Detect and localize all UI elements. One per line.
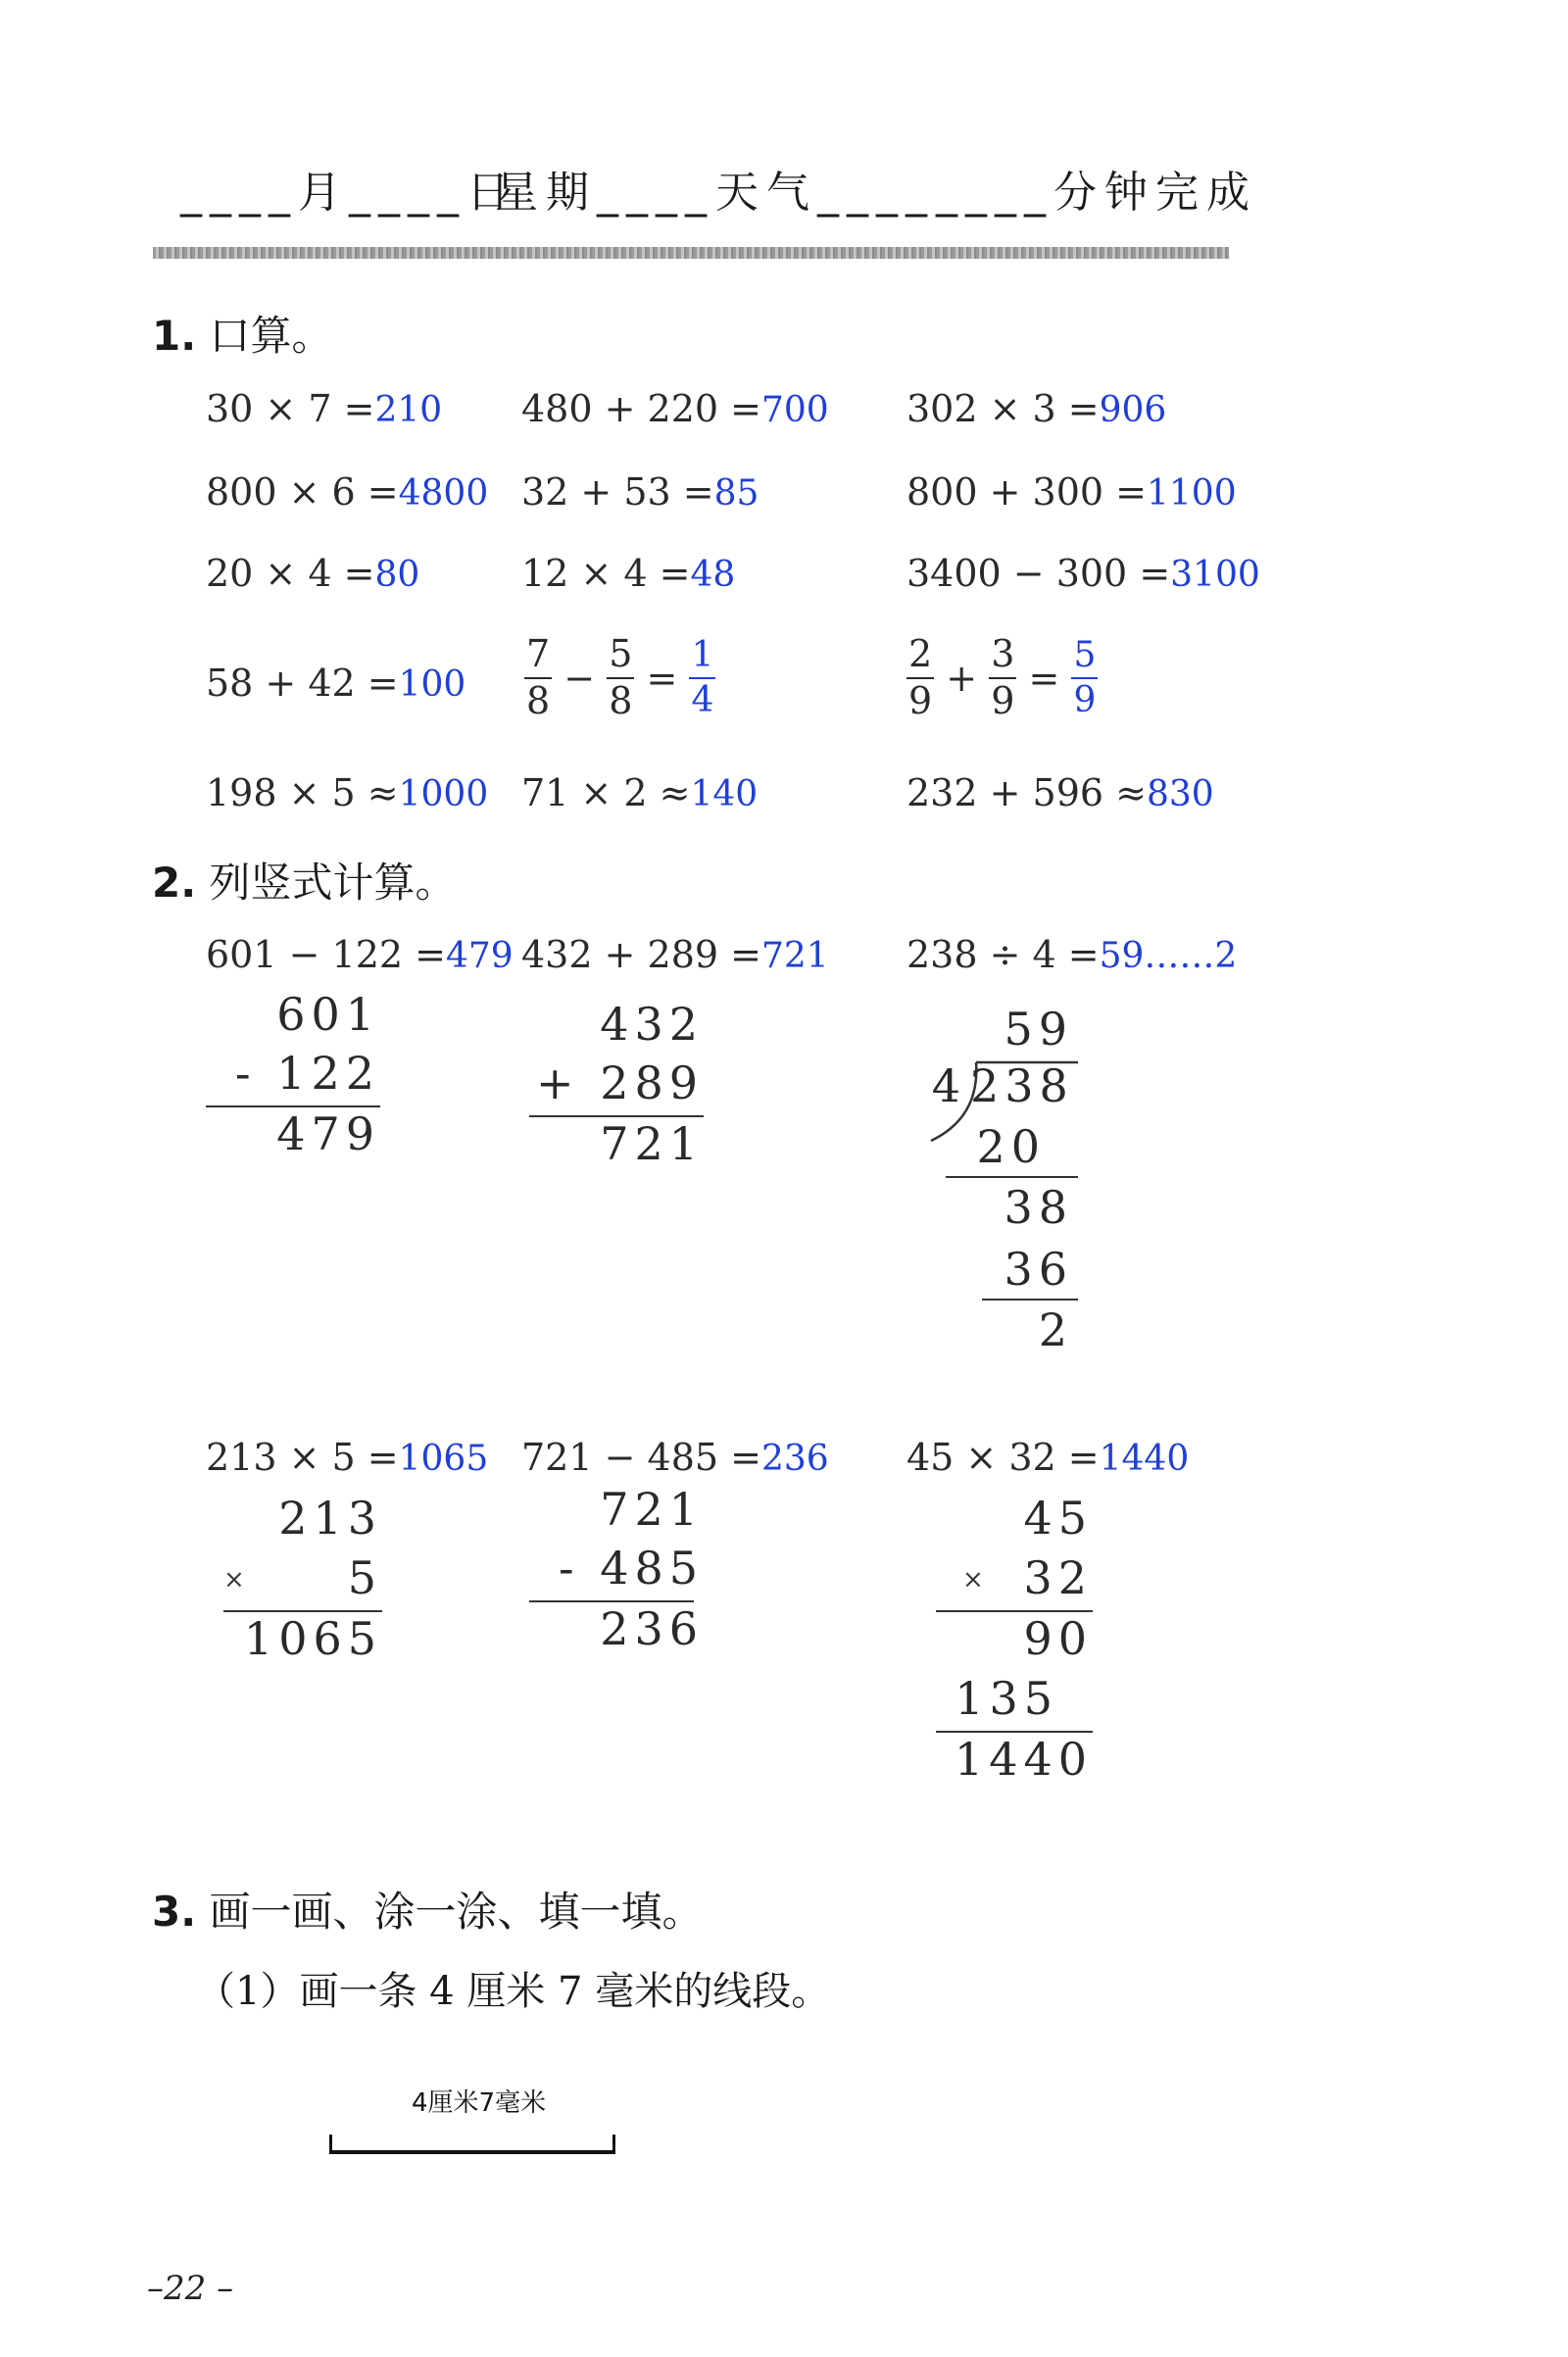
vertical-result: 1065 [243,1612,382,1665]
oral-item: 20 × 4 =80 [206,552,420,595]
vertical-line: 721 [600,1483,704,1536]
line-segment [329,2135,615,2154]
section1-heading: 1. 口算。 [152,312,333,360]
vertical-line: + 289 [536,1056,704,1109]
vertical-result: 236 [600,1602,704,1655]
multiply-sign: × [223,1565,245,1595]
weekday-field: 星期____ [495,168,714,218]
vertical-line: 45 [1023,1492,1093,1545]
oral-item: 71 × 2 ≈140 [521,771,759,814]
division-quotient: 59 [1004,1003,1073,1056]
vertical-line: 601 [276,988,380,1041]
vertical-line: 5 [347,1551,382,1604]
minutes-field: ____分钟完成 [936,168,1257,218]
vertical-line: 432 [600,998,704,1051]
multiply-sign: × [962,1565,984,1595]
header-divider [153,247,1229,259]
vertical-line: 32 [1023,1551,1093,1604]
fraction-answer: $\frac{1}{4}$ [691,635,714,720]
division-rule [982,1299,1078,1301]
division-step: 38 [1004,1181,1073,1234]
vertical-problem: 213 × 5 =1065 [206,1436,489,1479]
vertical-line: - 122 [235,1047,380,1100]
subquestion-1: （1）画一条 4 厘米 7 毫米的线段。 [196,1969,831,2014]
segment-label: 4厘米7毫米 [412,2088,547,2118]
vertical-problem: 238 ÷ 4 =59……2 [906,933,1238,976]
date-field: ____月____日 [180,168,517,218]
fraction: $\frac{5}{8}$ [609,632,633,722]
oral-item: 800 × 6 =4800 [206,470,489,514]
fraction-item: $\frac{7}{8}$ − $\frac{5}{8}$ = $\frac{1}{4}$ [526,632,714,722]
vertical-line: - 485 [559,1542,704,1595]
fraction: $\frac{2}{9}$ [908,632,933,722]
vertical-result: 721 [600,1117,704,1170]
oral-item: 480 + 220 =700 [521,387,829,430]
vertical-line: 213 [278,1492,382,1545]
fraction-answer: $\frac{5}{9}$ [1073,635,1097,720]
division-step: 20 [976,1120,1046,1173]
weather-field: 天气____ [715,168,935,218]
section3-heading: 3. 画一画、涂一涂、填一填。 [152,1888,704,1936]
division-rule [946,1176,1078,1178]
oral-item: 3400 − 300 =3100 [906,552,1260,595]
oral-item: 58 + 42 =100 [206,662,466,705]
oral-item: 302 × 3 =906 [906,387,1167,430]
division-step: 36 [1004,1243,1073,1296]
vertical-result: 479 [276,1107,380,1160]
division-remainder: 2 [1038,1303,1073,1356]
vertical-problem: 721 − 485 =236 [521,1436,829,1479]
division-divisor: 4 [931,1059,960,1112]
oral-item: 32 + 53 =85 [521,470,760,514]
vertical-result: 1440 [954,1733,1093,1786]
oral-item: 800 + 300 =1100 [906,470,1237,514]
division-dividend: 238 [970,1059,1074,1112]
fraction: $\frac{3}{9}$ [991,632,1015,722]
section2-heading: 2. 列竖式计算。 [152,859,457,907]
partial-product: 90 [1023,1612,1093,1665]
vertical-problem: 601 − 122 =479 [206,933,514,976]
partial-product: 135 [955,1672,1058,1725]
oral-item: 232 + 596 ≈830 [906,771,1214,814]
fraction: $\frac{7}{8}$ [526,632,551,722]
vertical-problem: 45 × 32 =1440 [906,1436,1190,1479]
page-number: –22 – [147,2269,234,2308]
vertical-problem: 432 + 289 =721 [521,933,829,976]
fraction-item: $\frac{2}{9}$ + $\frac{3}{9}$ = $\frac{5}{9}$ [908,632,1097,722]
oral-item: 30 × 7 =210 [206,387,443,430]
oral-item: 12 × 4 =48 [521,552,736,595]
oral-item: 198 × 5 ≈1000 [206,771,489,814]
